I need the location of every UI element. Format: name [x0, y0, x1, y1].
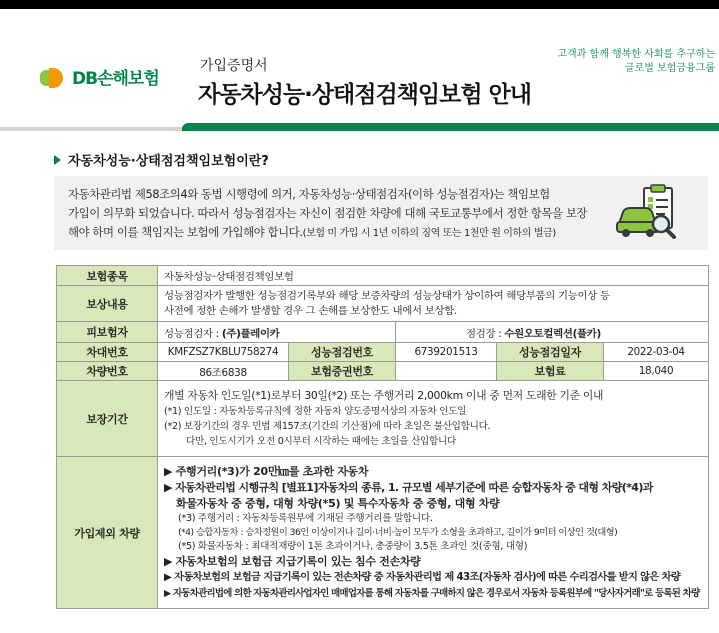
exclusion-value — [158, 457, 709, 609]
period-note-3: 다만, 인도시기가 오전 0시부터 시작하는 때에는 초일을 산입합니다 — [186, 436, 456, 447]
table-row-insured — [57, 322, 709, 343]
product-label: 보험종목 — [57, 266, 158, 286]
table-row-vin — [57, 343, 709, 362]
exclusion-label: 가입제외 차량 — [57, 457, 158, 609]
inspection-no-value: 6739201513 — [396, 343, 497, 362]
intro-line-3 — [68, 223, 608, 243]
exclusion-note-3: (*3) 주행거리 : 자동차등록원부에 기재된 주행거리를 말합니다. — [178, 512, 433, 524]
intro-line-2: 가입이 의무화 되었습니다. 따라서 성능점검자는 자신이 점검한 차량에 대해 국토교통부에서 정한 항목을 보장 — [68, 206, 588, 220]
intro-line-3-main: 해야 하며 이를 책임지는 보험에 가입해야 합니다. — [68, 225, 303, 239]
premium-value: 18,040 — [604, 362, 709, 381]
cert-no-label: 보험증권번호 — [289, 362, 396, 381]
exclusion-note-4: (*4) 승합자동차 : 승차정원이 36인 이상이거나 길이·너비·높이 모두가 소형을 초과하고, 길이가 9미터 이상인 것(대형) — [178, 526, 618, 538]
db-logo-mark-icon — [40, 66, 66, 88]
table-row-period — [57, 381, 709, 457]
slogan-line-1: 고객과 함께 행복한 사회를 추구하는 — [557, 49, 715, 60]
exclusion-item-2b: 화물자동차 중 중형, 대형 차량(*5) 및 특수자동차 중 중형, 대형 차량 — [176, 496, 500, 510]
exclusion-item-4: ▶ 자동차보험의 보험금 지급기록이 있는 전손차량 중 자동차관리법 제 43조(자동차 검사)에 따른 수리검사를 받지 않은 차량 — [164, 571, 681, 583]
exclusion-item-5: ▶ 자동차관리법에 의한 자동차관리사업자인 매매업자를 통해 자동차를 구매하지 않은 경우로서 자동차 등록원부에 "당사자거래"로 등록된 차량 — [164, 587, 700, 599]
header-divider-gray — [0, 127, 182, 131]
section-heading — [54, 150, 269, 169]
site-value: 수원오토컬렉션(플카) — [504, 327, 601, 340]
inspection-date-label: 성능점검일자 — [497, 343, 604, 362]
inspector-cell — [158, 322, 396, 343]
exclusion-item-3: ▶ 자동차보험의 보험금 지급기록이 있는 침수 전손차량 — [164, 554, 421, 568]
period-value — [158, 381, 709, 457]
plate-value: 86조6838 — [158, 362, 289, 381]
coverage-label: 보상내용 — [57, 286, 158, 322]
site-label: 점검장 : — [466, 327, 505, 340]
plate-label: 차량번호 — [57, 362, 158, 381]
header-divider-green — [182, 123, 719, 131]
company-logo — [40, 64, 159, 89]
period-note-1: (*1) 인도일 : 자동차등록규칙에 정한 자동차 양도증명서상의 자동차 인도일 — [164, 406, 467, 417]
period-label: 보장기간 — [57, 381, 158, 457]
intro-box — [54, 176, 708, 250]
triangle-bullet-icon — [54, 155, 61, 165]
vin-value: KMFZSZ7KBLU758274 — [158, 343, 289, 362]
insurance-info-table — [56, 265, 709, 609]
exclusion-item-2a: ▶ 자동차관리법 시행규칙 [별표1]자동차의 종류, 1. 규모별 세부기준에 따른 승합자동차 중 대형 차량(*4)과 — [164, 480, 653, 494]
inspector-value: (주)플레이카 — [221, 327, 280, 340]
top-border-bar — [0, 0, 719, 9]
vin-label: 차대번호 — [57, 343, 158, 362]
intro-text — [68, 185, 608, 243]
coverage-line-1: 성능점검자가 발행한 성능점검기록부와 해당 보증차량의 성능상태가 상이하여 해당부품의 기능이상 등 — [164, 289, 610, 302]
company-slogan — [557, 48, 715, 76]
table-row-coverage — [57, 286, 709, 322]
intro-line-1: 자동차관리법 제58조의4와 동법 시행령에 의거, 자동차성능·상태점검자(이하 성능점검자)는 책임보험 — [68, 187, 550, 201]
premium-label: 보험료 — [497, 362, 604, 381]
period-line-1: 개별 자동차 인도일(*1)로부터 30일(*2) 또는 주행거리 2,000km 이내 중 먼저 도래한 기준 이내 — [164, 389, 604, 402]
cert-no-value — [396, 362, 497, 381]
period-note-2: (*2) 보장기간의 경우 민법 제157조(기간의 기산점)에 따라 초일은 불산입합니다. — [164, 421, 491, 432]
inspection-date-value: 2022-03-04 — [604, 343, 709, 362]
document-title: 자동차성능·상태점검책임보험 안내 — [198, 82, 532, 108]
intro-line-3-note: (보험 미 가입 시 1년 이하의 징역 또는 1천만 원 이하의 벌금) — [302, 228, 556, 239]
table-row-product — [57, 266, 709, 286]
product-value: 자동차성능·상태점검책임보험 — [158, 266, 709, 286]
table-row-exclusions — [57, 457, 709, 609]
logo-text: DB손해보험 — [72, 69, 159, 89]
coverage-line-2: 사전에 정한 손해가 발생할 경우 그 손해를 보상한도 내에서 보상함. — [164, 304, 457, 317]
insured-label: 피보험자 — [57, 322, 158, 343]
exclusion-item-1: ▶ 주행거리(*3)가 20만㎞를 초과한 자동차 — [164, 464, 369, 478]
coverage-value — [158, 286, 709, 322]
table-row-plate — [57, 362, 709, 381]
slogan-line-2: 글로벌 보험금융그룹 — [624, 63, 715, 74]
document-kind: 가입증명서 — [200, 58, 268, 74]
inspection-no-label: 성능점검번호 — [289, 343, 396, 362]
inspector-label: 성능점검자 : — [164, 327, 222, 340]
site-cell — [396, 322, 709, 343]
exclusion-note-5: (*5) 화물자동차 : 최대적재량이 1톤 초과이거나, 총중량이 3.5톤 초과인 것(중형, 대형) — [178, 540, 528, 552]
car-inspection-checklist-icon — [615, 184, 677, 242]
section-heading-text: 자동차성능·상태점검책임보험이란? — [68, 154, 269, 169]
